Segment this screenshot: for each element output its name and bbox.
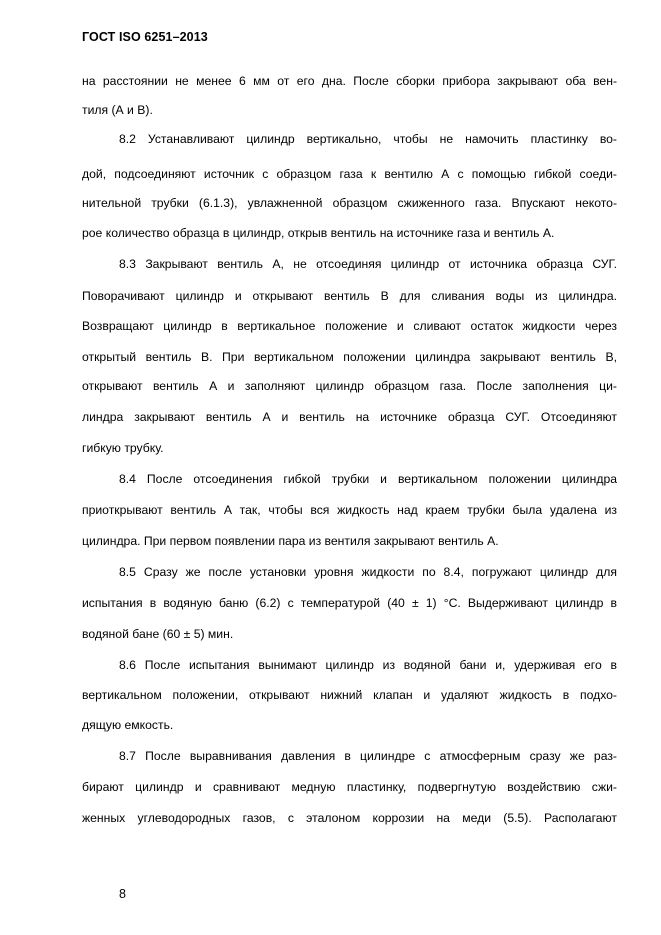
text-line: открывают вентиль А и заполняют цилиндр образцом газа. После заполнения ци- — [82, 379, 617, 393]
text-line: вертикальном положении, открывают нижний клапан и удаляют жидкость в подхо- — [82, 688, 617, 702]
text-line: открытый вентиль В. При вертикальном положении цилиндра закрывают вентиль В, — [82, 350, 617, 364]
text-line: 8.4 После отсоединения гибкой трубки и вертикальном положении цилиндра — [119, 472, 617, 486]
text-line: Поворачивают цилиндр и открывают вентиль В для сливания воды из цилиндра. — [82, 289, 617, 303]
text-line: Возвращают цилиндр в вертикальное положение и сливают остаток жидкости через — [82, 319, 617, 333]
text-line: 8.6 После испытания вынимают цилиндр из водяной бани и, удерживая его в — [119, 658, 617, 672]
text-line: водяной бане (60 ± 5) мин. — [82, 627, 234, 641]
text-line: дящую емкость. — [82, 718, 174, 732]
text-line: линдра закрывают вентиль А и вентиль на источнике образца СУГ. Отсоединяют — [82, 410, 617, 424]
text-line: 8.7 После выравнивания давления в цилиндре с атмосферным сразу же раз- — [119, 749, 617, 763]
text-line: тиля (А и В). — [82, 103, 153, 117]
text-line: испытания в водяную баню (6.2) с температурой (40 ± 1) °С. Выдерживают цилиндр в — [82, 596, 617, 610]
text-line: нительной трубки (6.1.3), увлажненной образцом сжиженного газа. Впускают некото- — [82, 196, 617, 210]
standard-header: ГОСТ ISO 6251–2013 — [82, 30, 208, 44]
text-line: 8.5 Сразу же после установки уровня жидкости по 8.4, погружают цилиндр для — [119, 565, 617, 579]
text-line: приоткрывают вентиль А так, чтобы вся жидкость над краем трубки была удалена из — [82, 503, 617, 517]
text-line: дой, подсоединяют источник с образцом газа к вентилю А с помощью гибкой соеди- — [82, 167, 617, 181]
text-line: на расстоянии не менее 6 мм от его дна. После сборки прибора закрывают оба вен- — [82, 74, 617, 88]
page-number: 8 — [119, 887, 126, 901]
text-line: женных углеводородных газов, с эталоном коррозии на меди (5.5). Располагают — [82, 811, 617, 825]
text-line: 8.3 Закрывают вентиль А, не отсоединяя цилиндр от источника образца СУГ. — [119, 257, 617, 271]
text-line: гибкую трубку. — [82, 441, 164, 455]
text-line: бирают цилиндр и сравнивают медную пластинку, подвергнутую воздействию сжи- — [82, 780, 617, 794]
text-line: цилиндра. При первом появлении пара из вентиля закрывают вентиль А. — [82, 534, 499, 548]
text-line: 8.2 Устанавливают цилиндр вертикально, чтобы не намочить пластинку во- — [119, 132, 617, 146]
text-line: рое количество образца в цилиндр, открыв вентиль на источнике газа и вентиль А. — [82, 226, 555, 240]
